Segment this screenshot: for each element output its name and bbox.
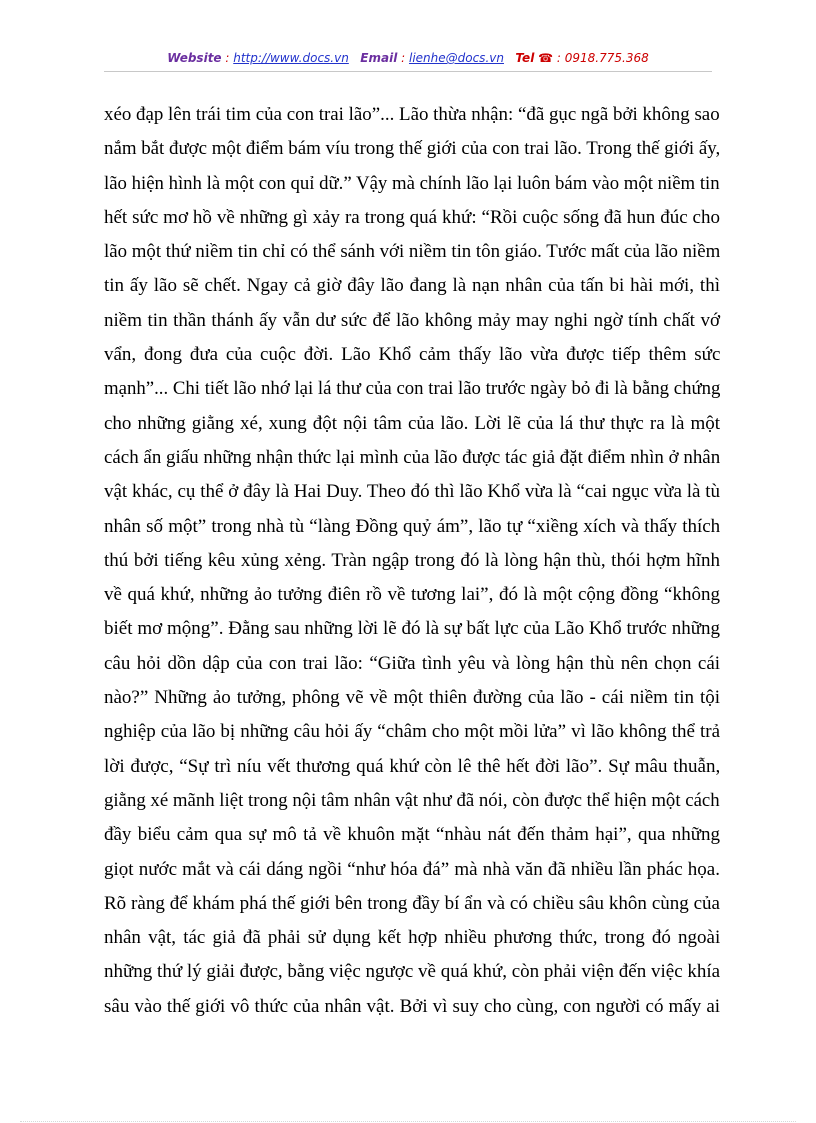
text-line: niềm tin thần thánh ấy vẫn dư sức để lão không mảy may nghi ngờ tính chất vớ xyxy=(104,309,720,331)
text-line: về quá khứ, những ảo tưởng điên rồ về tương lai”, đó là một cộng đồng “không xyxy=(104,584,720,606)
text-line: lão hiện hình là một con quỉ dữ.” Vậy mà chính lão lại luôn bám vào một niềm tin xyxy=(104,172,720,194)
text-line: biết mơ mộng”. Đằng sau những lời lẽ đó là sự bất lực của Lão Khổ trước những xyxy=(104,618,720,640)
text-line: nào?” Những ảo tưởng, phông vẽ về một thiên đường của lão - cái niềm tin tội xyxy=(104,687,721,709)
text-line: câu hỏi dồn dập của con trai lão: “Giữa tình yêu và lòng hận thù nên chọn cái xyxy=(104,652,721,674)
text-line: lão một thứ niềm tin chỉ có thể sánh với niềm tin tôn giáo. Tước mất của lão niềm xyxy=(104,241,721,263)
text-line: mạnh”... Chi tiết lão nhớ lại lá thư của con trai lão trước ngày bỏ đi là bằng chứng xyxy=(104,378,721,400)
text-line: vẩn, đong đưa của cuộc đời. Lão Khổ cảm thấy lão vừa được tiếp thêm sức xyxy=(104,344,721,366)
email-link[interactable]: lienhe@docs.vn xyxy=(408,51,504,65)
text-line: sâu vào thế giới vô thức của nhân vật. Bởi vì suy cho cùng, con người có mấy ai xyxy=(104,995,721,1017)
website-separator: : xyxy=(221,51,234,65)
text-line: lời được, “Sự trì níu vết thương quá khứ còn lê thê hết đời lão”. Sự mâu thuẫn, xyxy=(104,755,721,777)
text-line: thú bởi tiếng kêu xủng xẻng. Tràn ngập trong đó là lòng hận thù, thói hợm hĩnh xyxy=(104,549,720,571)
text-line: đầy biểu cảm qua sự mô tả về khuôn mặt “nhàu nát đến thảm hại”, qua những xyxy=(104,824,720,846)
tel-label: Tel xyxy=(515,51,535,65)
text-line: nhân số một” trong nhà tù “làng Đồng quỷ ám”, lão tự “xiềng xích và thấy thích xyxy=(104,515,721,537)
text-line: tin ấy lão sẽ chết. Ngay cả giờ đây lão đang là nạn nhân của tấn bi hài mới, thì xyxy=(104,275,720,297)
website-label: Website xyxy=(167,51,222,65)
tel-separator: : xyxy=(553,51,565,65)
text-line: cách ẩn giấu những nhận thức lại mình của lão được tác giả đặt điểm nhìn ở nhân xyxy=(104,446,721,468)
text-line: giọt nước mắt và cái dáng ngồi “như hóa đá” mà nhà văn đã nhiều lần phác họa. xyxy=(104,858,720,880)
tel-number: 0918.775.368 xyxy=(564,51,649,65)
text-line: vật khác, cụ thể ở đây là Hai Duy. Theo đó thì lão Khổ vừa là “cai ngục vừa là tù xyxy=(104,481,720,503)
text-line: những thứ lý giải được, bằng việc ngược về quá khứ, còn phải viện đến việc khía xyxy=(104,961,721,983)
body-text xyxy=(104,98,720,1024)
text-line: Rõ ràng để khám phá thế giới bên trong đầy bí ẩn và có chiều sâu khôn cùng của xyxy=(104,892,720,914)
footer-divider xyxy=(20,1121,796,1122)
email-separator: : xyxy=(397,51,409,65)
page-header xyxy=(0,51,816,65)
email-label: Email xyxy=(360,51,398,65)
text-line: cho những giằng xé, xung đột nội tâm của lão. Lời lẽ của lá thư thực ra là một xyxy=(104,412,720,434)
header-divider xyxy=(104,71,712,72)
text-line: nhân vật, tác giả đã phải sử dụng kết hợp nhiều phương thức, trong đó ngoài xyxy=(104,927,721,949)
text-line: xéo đạp lên trái tim của con trai lão”... Lão thừa nhận: “đã gục ngã bởi không sao xyxy=(104,104,720,125)
website-link[interactable]: http://www.docs.vn xyxy=(233,51,349,65)
text-line: hết sức mơ hồ về những gì xảy ra trong quá khứ: “Rồi cuộc sống đã hun đúc cho xyxy=(104,206,720,228)
text-line: giằng xé mãnh liệt trong nội tâm nhân vật như đã nói, còn được thể hiện một cách xyxy=(104,789,720,811)
text-line: nắm bắt được một điểm bám víu trong thế giới của con trai lão. Trong thế giới ấy, xyxy=(104,138,721,160)
phone-icon: ☎ xyxy=(538,51,554,65)
text-line: nghiệp của lão bị những câu hỏi ấy “châm cho một mồi lửa” vì lão không thể trả xyxy=(104,721,721,743)
